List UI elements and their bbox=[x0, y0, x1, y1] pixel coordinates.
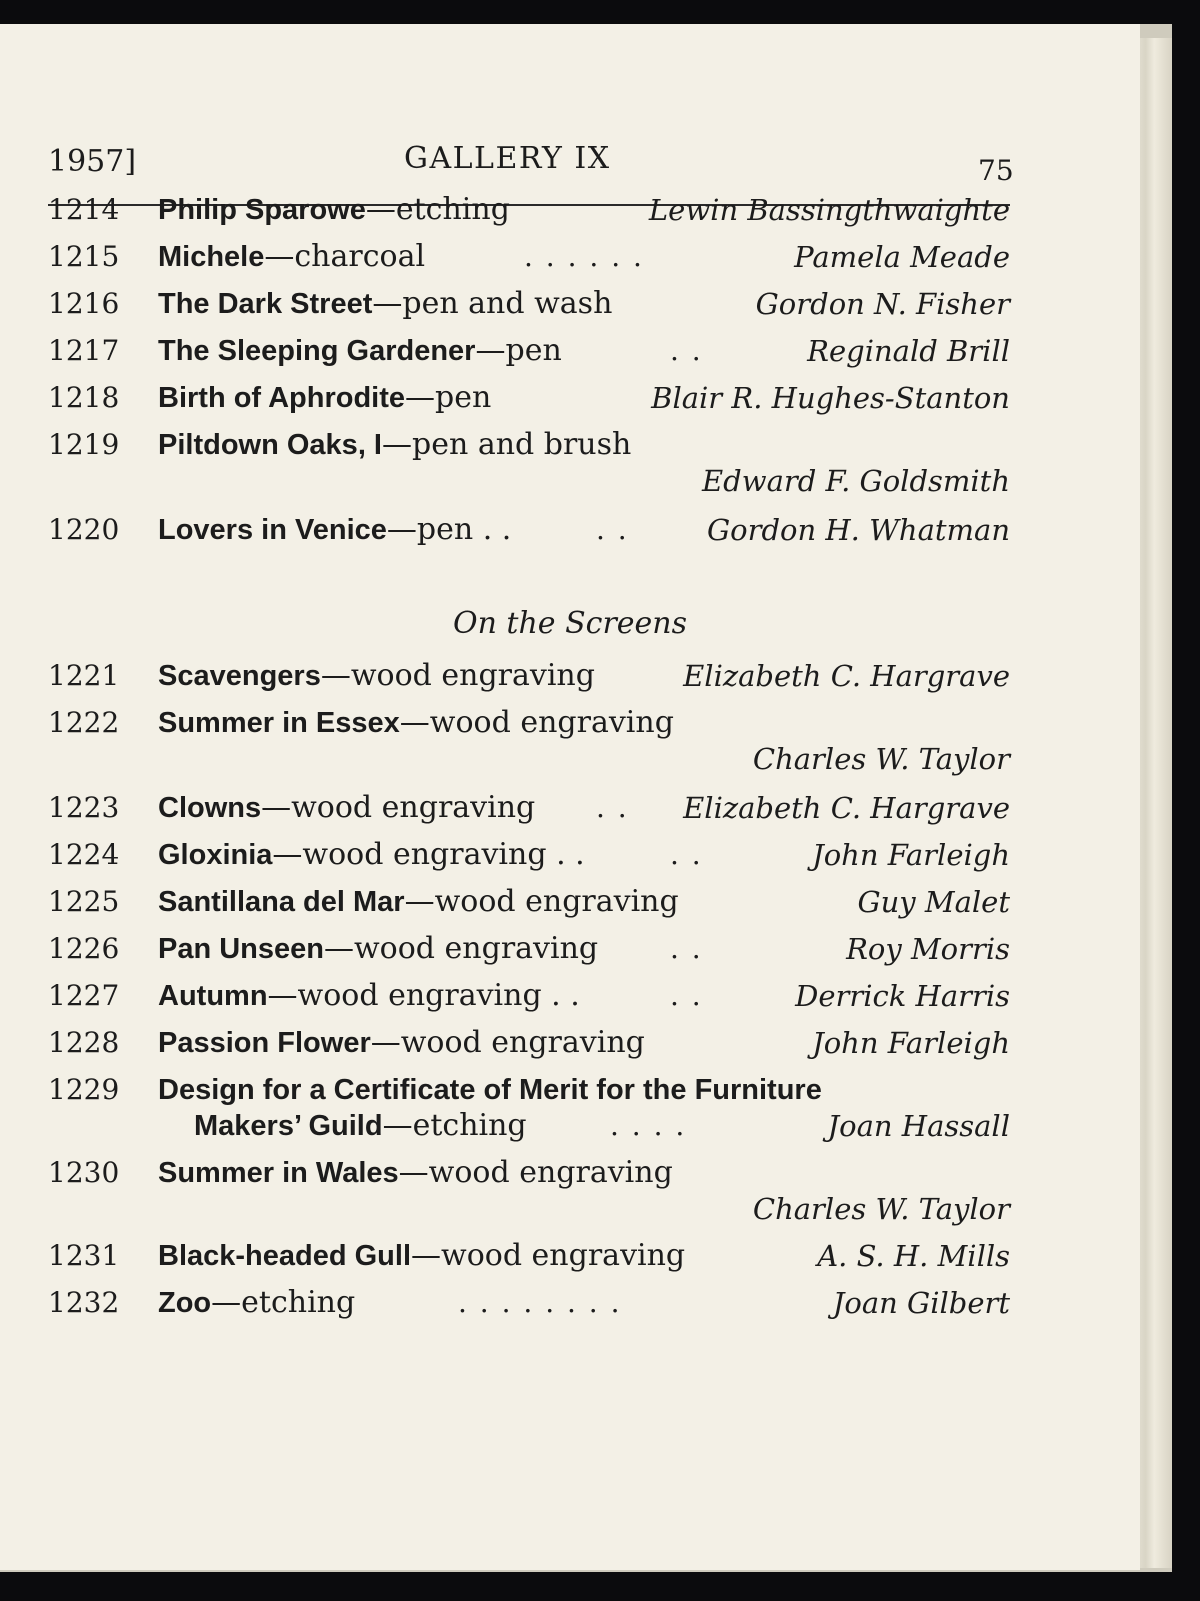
entry-title-text: Philip Sparowe bbox=[158, 194, 366, 226]
entry-artist: Gordon H. Whatman bbox=[706, 513, 1010, 547]
entry-title bbox=[158, 882, 679, 922]
catalogue-entry bbox=[0, 1283, 1140, 1323]
entry-title-text: Scavengers bbox=[158, 660, 321, 692]
entry-artist: John Farleigh bbox=[812, 1026, 1010, 1060]
entry-number: 1228 bbox=[48, 1026, 120, 1059]
catalogue-entry bbox=[0, 425, 1140, 498]
entry-title-text: The Dark Street bbox=[158, 288, 373, 320]
catalogue-entry bbox=[0, 703, 1140, 776]
leader-dots: . . bbox=[670, 334, 703, 367]
catalogue-entry bbox=[0, 1236, 1140, 1276]
entry-title bbox=[158, 1070, 822, 1110]
entry-artist: Edward F. Goldsmith bbox=[702, 464, 1010, 498]
entry-medium: —etching bbox=[211, 1285, 356, 1320]
entry-title-text: Pan Unseen bbox=[158, 933, 324, 965]
entry-title bbox=[158, 656, 595, 696]
entry-title-text: Santillana del Mar bbox=[158, 886, 405, 918]
entry-medium: —pen . . bbox=[386, 512, 512, 547]
entry-number: 1221 bbox=[48, 659, 120, 692]
entry-number: 1215 bbox=[48, 240, 120, 273]
entry-number: 1214 bbox=[48, 193, 120, 226]
leader-dots: . . bbox=[596, 791, 629, 824]
entry-title-continued bbox=[194, 1106, 527, 1146]
catalogue-entry bbox=[0, 976, 1140, 1016]
entry-artist: Roy Morris bbox=[846, 932, 1010, 966]
catalogue-entry bbox=[0, 835, 1140, 875]
entry-number: 1216 bbox=[48, 287, 120, 320]
leader-dots: . . bbox=[670, 932, 703, 965]
entry-title bbox=[158, 284, 612, 324]
catalogue-entry bbox=[0, 331, 1140, 371]
entry-title bbox=[158, 788, 535, 828]
entry-artist: Elizabeth C. Hargrave bbox=[683, 659, 1010, 693]
leader-dots: . . . . . . bbox=[524, 240, 644, 273]
entry-number: 1227 bbox=[48, 979, 120, 1012]
entry-medium: —etching bbox=[365, 192, 510, 227]
entry-number: 1218 bbox=[48, 381, 120, 414]
entry-number: 1229 bbox=[48, 1073, 120, 1106]
entry-title-text: Passion Flower bbox=[158, 1027, 371, 1059]
entry-title bbox=[158, 331, 562, 371]
entry-title bbox=[158, 237, 425, 277]
entry-medium: —etching bbox=[382, 1108, 527, 1143]
entry-title-text: Makers’ Guild bbox=[194, 1110, 383, 1142]
entry-artist: Derrick Harris bbox=[795, 979, 1010, 1013]
leader-dots: . . bbox=[670, 979, 703, 1012]
entry-number: 1226 bbox=[48, 932, 120, 965]
entry-medium: —wood engraving bbox=[398, 1155, 673, 1190]
entry-title-text: Birth of Aphrodite bbox=[158, 382, 405, 414]
entry-title-text: Piltdown Oaks, I bbox=[158, 429, 382, 461]
entry-title bbox=[158, 1023, 645, 1063]
entry-title bbox=[158, 1283, 355, 1323]
entry-medium: —charcoal bbox=[264, 239, 426, 274]
entry-title-text: Autumn bbox=[158, 980, 268, 1012]
entry-title bbox=[158, 835, 585, 875]
entry-number: 1220 bbox=[48, 513, 120, 546]
catalogue-entry bbox=[0, 190, 1140, 230]
entry-artist: Joan Gilbert bbox=[832, 1286, 1010, 1320]
entry-title-text: The Sleeping Gardener bbox=[158, 335, 476, 367]
entry-number: 1232 bbox=[48, 1286, 120, 1319]
entry-artist: Charles W. Taylor bbox=[752, 742, 1010, 776]
entry-medium: —wood engraving . . bbox=[267, 978, 580, 1013]
catalogue-entry bbox=[0, 1023, 1140, 1063]
entry-artist: Lewin Bassingthwaighte bbox=[648, 193, 1010, 227]
entry-number: 1219 bbox=[48, 428, 120, 461]
entry-artist: Pamela Meade bbox=[794, 240, 1010, 274]
entry-artist: John Farleigh bbox=[812, 838, 1010, 872]
entry-medium: —wood engraving bbox=[320, 658, 595, 693]
leader-dots: . . . . bbox=[610, 1109, 687, 1142]
entry-title-text: Gloxinia bbox=[158, 839, 273, 871]
entry-medium: —wood engraving . . bbox=[272, 837, 585, 872]
entry-number: 1217 bbox=[48, 334, 120, 367]
entry-artist: Charles W. Taylor bbox=[752, 1192, 1010, 1226]
entry-number: 1223 bbox=[48, 791, 120, 824]
entry-artist: Reginald Brill bbox=[807, 334, 1010, 368]
entry-title bbox=[158, 976, 580, 1016]
catalogue-page bbox=[0, 24, 1140, 1570]
entry-title bbox=[158, 378, 491, 418]
catalogue-entry bbox=[0, 378, 1140, 418]
entry-number: 1230 bbox=[48, 1156, 120, 1189]
year-label: 1957] bbox=[48, 144, 137, 179]
catalogue-entry-continuation bbox=[0, 1106, 1140, 1146]
leader-dots: . . bbox=[596, 513, 629, 546]
entry-artist: Guy Malet bbox=[857, 885, 1010, 919]
entry-title bbox=[158, 1153, 673, 1193]
entry-medium: —wood engraving bbox=[399, 705, 674, 740]
entry-title bbox=[158, 929, 598, 969]
entry-artist: Blair R. Hughes-Stanton bbox=[651, 381, 1010, 415]
entry-title-text: Michele bbox=[158, 241, 265, 273]
entry-medium: —wood engraving bbox=[261, 790, 536, 825]
gallery-title: GALLERY IX bbox=[404, 141, 611, 176]
entry-medium: —wood engraving bbox=[324, 931, 599, 966]
entry-artist: A. S. H. Mills bbox=[817, 1239, 1010, 1273]
entry-medium: —pen and wash bbox=[372, 286, 613, 321]
entry-title bbox=[158, 1236, 685, 1276]
catalogue-entry bbox=[0, 284, 1140, 324]
entry-medium: —wood engraving bbox=[411, 1238, 686, 1273]
entry-medium: —pen bbox=[405, 380, 492, 415]
catalogue-entry bbox=[0, 929, 1140, 969]
catalogue-entry bbox=[0, 237, 1140, 277]
leader-dots: . . . . . . . . bbox=[458, 1286, 622, 1319]
entry-title-text: Design for a Certificate of Merit for the Furniture bbox=[158, 1074, 822, 1106]
catalogue-entry bbox=[0, 1070, 1140, 1110]
catalogue-entry bbox=[0, 882, 1140, 922]
entry-title bbox=[158, 510, 511, 550]
entry-number: 1224 bbox=[48, 838, 120, 871]
entry-title bbox=[158, 703, 674, 743]
entry-title-text: Summer in Wales bbox=[158, 1157, 399, 1189]
entry-medium: —wood engraving bbox=[404, 884, 679, 919]
section-heading: On the Screens bbox=[452, 606, 688, 641]
entry-medium: —pen and brush bbox=[382, 427, 632, 462]
entry-artist: Joan Hassall bbox=[827, 1109, 1010, 1143]
entry-title-text: Summer in Essex bbox=[158, 707, 400, 739]
entry-title-text: Black-headed Gull bbox=[158, 1240, 412, 1272]
entry-title-text: Clowns bbox=[158, 792, 262, 824]
entry-title-text: Lovers in Venice bbox=[158, 514, 387, 546]
catalogue-entry bbox=[0, 510, 1140, 550]
leader-dots: . . bbox=[670, 838, 703, 871]
entry-medium: —pen bbox=[475, 333, 562, 368]
entry-title bbox=[158, 190, 510, 230]
catalogue-entry bbox=[0, 788, 1140, 828]
entry-number: 1231 bbox=[48, 1239, 120, 1272]
running-head bbox=[0, 24, 1140, 214]
catalogue-entry bbox=[0, 656, 1140, 696]
entry-number: 1222 bbox=[48, 706, 120, 739]
entry-artist: Elizabeth C. Hargrave bbox=[683, 791, 1010, 825]
entry-title bbox=[158, 425, 631, 465]
entry-title-text: Zoo bbox=[158, 1287, 212, 1319]
entry-number: 1225 bbox=[48, 885, 120, 918]
entry-artist: Gordon N. Fisher bbox=[755, 287, 1010, 321]
catalogue-entry bbox=[0, 1153, 1140, 1226]
page-number: 75 bbox=[978, 154, 1014, 187]
entry-medium: —wood engraving bbox=[370, 1025, 645, 1060]
